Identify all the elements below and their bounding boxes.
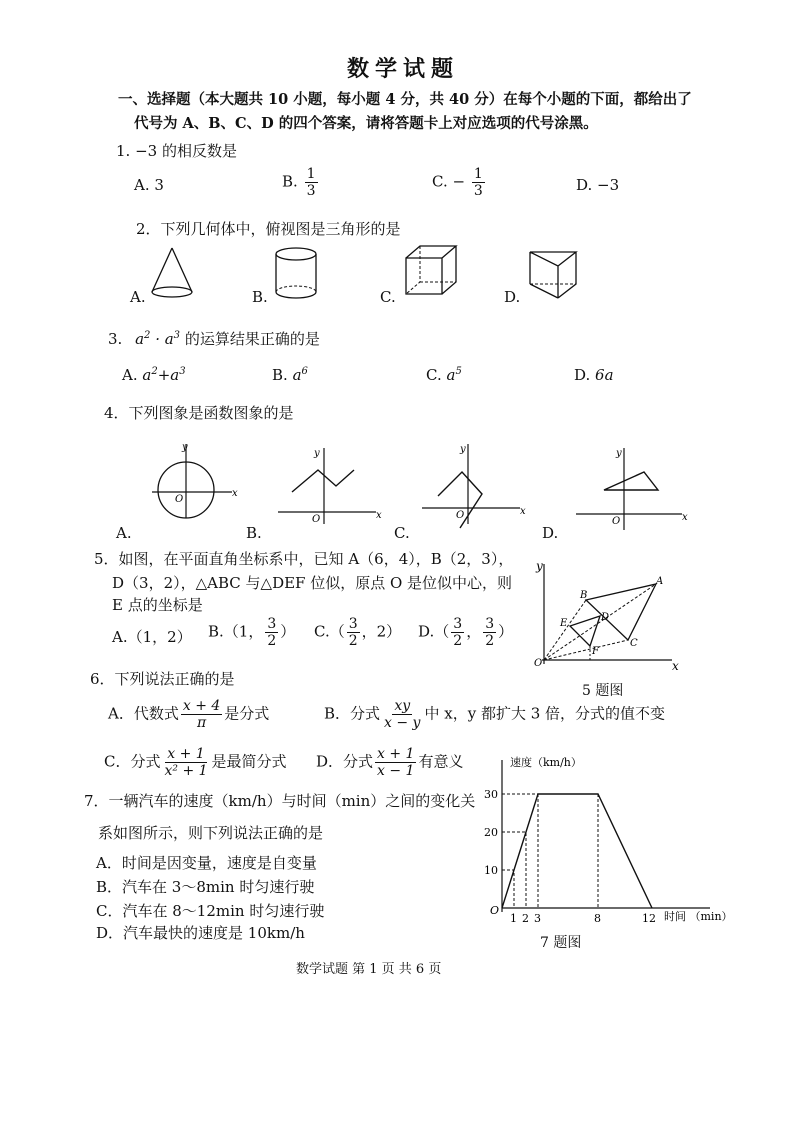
q7-figure-caption: 7 题图 [540, 935, 582, 951]
section-header-line2: 代号为 A、B、C、D 的四个答案，请将答题卡上对应选项的代号涂黑。 [134, 115, 598, 132]
svg-text:时间 （min）: 时间 （min） [664, 910, 733, 923]
svg-text:3: 3 [534, 912, 541, 925]
q6-option-d: D．分式 $\frac{x + 1}{x - 1}$ 有意义 [316, 746, 464, 779]
q5-option-b: B.（1， $\frac{3}{2}$ ） [208, 616, 296, 649]
q1-option-d: D. −3 [576, 176, 620, 194]
q4-option-c: C. [394, 524, 410, 542]
svg-text:F: F [592, 646, 599, 657]
q3-option-a: A. $a^2+a^3$ [122, 366, 186, 384]
q4-graph-c-angle [420, 442, 530, 532]
question-1-stem: 1. −3 的相反数是 [116, 142, 237, 160]
q7-option-c: C．汽车在 8～12min 时匀速行驶 [96, 902, 325, 920]
q2-option-c: C. [380, 288, 396, 306]
svg-text:A: A [656, 576, 664, 587]
question-4-stem: 4．下列图象是函数图象的是 [104, 404, 294, 422]
svg-text:y: y [460, 444, 466, 455]
q6-option-c: C．分式 $\frac{x + 1}{\text{x² + 1}}$ 是最简分式 [104, 746, 287, 779]
question-5-line1: 5．如图，在平面直角坐标系中，已知 A（6，4），B（2，3）， [94, 550, 514, 568]
q3-option-d: D. 6a [574, 366, 614, 384]
q1-option-b: B. $\frac{1}{3}$ [282, 166, 316, 199]
q2-option-b: B. [252, 288, 268, 306]
svg-text:O: O [612, 516, 621, 527]
svg-text:1: 1 [510, 912, 517, 925]
cube-figure [404, 244, 464, 300]
svg-text:12: 12 [642, 912, 656, 925]
q7-option-d: D．汽车最快的速度是 10km/h [96, 924, 305, 942]
svg-text:O: O [534, 658, 543, 669]
question-5-line2: D（3，2），△ABC 与△DEF 位似，原点 O 是位似中心，则 [112, 574, 513, 592]
q4-graph-a-circle [148, 442, 244, 522]
q4-option-a: A. [116, 524, 132, 542]
svg-text:D: D [601, 612, 610, 623]
question-7-line1: 7．一辆汽车的速度（km/h）与时间（min）之间的变化关 [84, 792, 476, 810]
page-footer: 数学试题 第 1 页 共 6 页 [296, 962, 442, 977]
svg-text:E: E [560, 618, 568, 629]
q5-option-d: D.（ $\frac{3}{2}$ ， $\frac{3}{2}$ ） [418, 616, 514, 649]
q4-option-b: B. [246, 524, 262, 542]
triangular-prism-figure [528, 248, 588, 304]
svg-text:10: 10 [484, 864, 498, 877]
svg-text:B: B [580, 590, 588, 601]
section-header-line1: 一、选择题（本大题共 10 小题，每小题 4 分，共 40 分）在每个小题的下面，都给出了 [118, 91, 692, 108]
q5-similarity-figure [532, 560, 682, 674]
svg-text:O: O [456, 510, 465, 521]
svg-text:C: C [630, 638, 638, 649]
q4-option-d: D. [542, 524, 559, 542]
q4-graph-b-zigzag [276, 448, 386, 528]
svg-text:x: x [376, 510, 382, 521]
svg-text:y: y [182, 442, 188, 453]
q7-option-a: A．时间是因变量，速度是自变量 [96, 854, 317, 872]
question-6-stem: 6．下列说法正确的是 [90, 670, 235, 688]
svg-text:20: 20 [484, 826, 498, 839]
q2-option-a: A. [130, 288, 146, 306]
q1-option-c: C. − $\frac{1}{3}$ [432, 166, 483, 199]
cylinder-figure [274, 246, 324, 306]
page-title: 数学试题 [347, 56, 460, 82]
svg-text:O: O [490, 904, 500, 917]
svg-text:y: y [536, 559, 543, 573]
svg-text:30: 30 [484, 788, 498, 801]
question-7-line2: 系如图所示，则下列说法正确的是 [98, 824, 324, 842]
svg-text:2: 2 [522, 912, 529, 925]
question-3-stem: 3. $a^2 \cdot a^3$ 的运算结果正确的是 [108, 330, 320, 348]
question-5-line3: E 点的坐标是 [112, 596, 203, 614]
svg-text:y: y [314, 448, 320, 459]
q6-option-a: A．代数式 $\frac{x + 4}{\pi}$ 是分式 [108, 698, 270, 731]
q4-graph-d-triangle [574, 448, 690, 532]
svg-text:速度（km/h）: 速度（km/h） [510, 756, 582, 769]
q7-speed-time-graph [480, 752, 740, 932]
svg-text:8: 8 [594, 912, 601, 925]
q3-option-b: B. $a^6$ [272, 366, 308, 384]
q6-option-b: B．分式 $\frac{xy}{x - y}$ 中 x，y 都扩大 3 倍，分式的值不变 [324, 698, 666, 731]
svg-text:x: x [682, 512, 688, 523]
q3-option-c: C. $a^5$ [426, 366, 462, 384]
cone-figure [150, 244, 200, 304]
svg-text:O: O [312, 514, 321, 525]
q5-figure-caption: 5 题图 [582, 683, 624, 699]
q3-expression: $a^2 \cdot a^3$ [135, 330, 181, 348]
q5-option-a: A.（1，2） [112, 628, 192, 646]
svg-text:O: O [175, 494, 184, 505]
q7-option-b: B．汽车在 3～8min 时匀速行驶 [96, 878, 315, 896]
question-2-stem: 2．下列几何体中，俯视图是三角形的是 [136, 220, 401, 238]
svg-text:y: y [616, 448, 622, 459]
svg-text:x: x [520, 506, 526, 517]
q2-option-d: D. [504, 288, 521, 306]
svg-text:x: x [232, 488, 238, 499]
svg-text:x: x [672, 659, 679, 673]
q1-option-a: A. 3 [134, 176, 164, 194]
q5-option-c: C.（ $\frac{3}{2}$ ，2） [314, 616, 402, 649]
